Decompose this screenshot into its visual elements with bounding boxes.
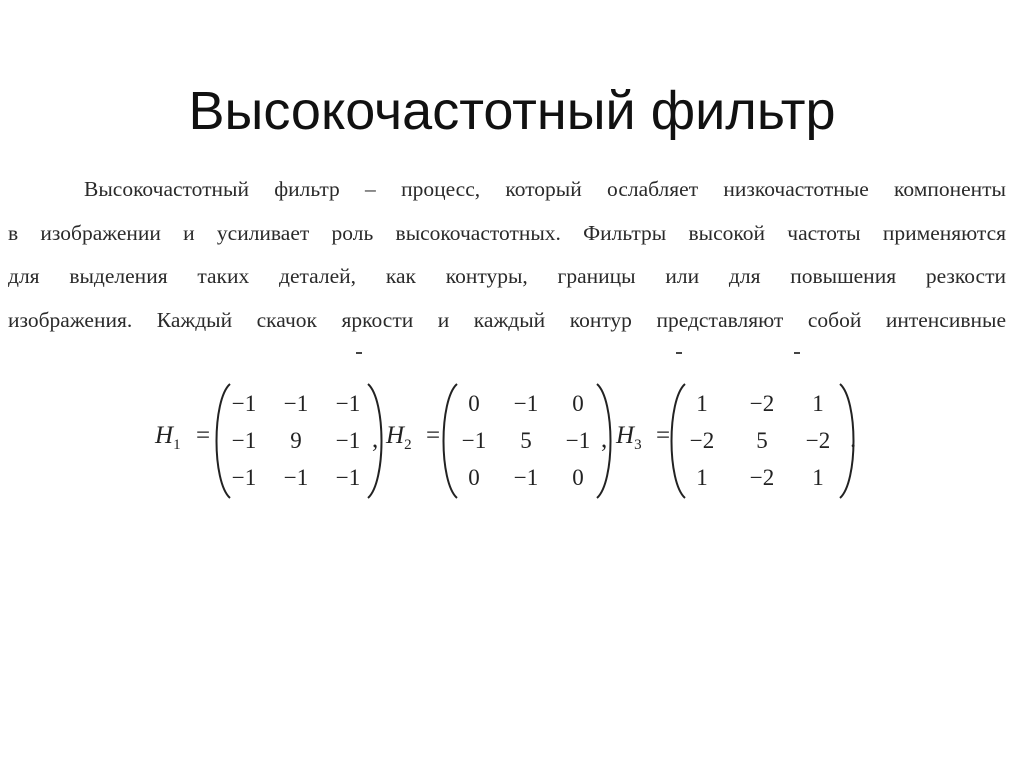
paragraph-line: изображения. Каждый скачок яркости и каждый контур представляют собой интенсивные xyxy=(8,307,1006,332)
paragraph-line: Высокочастотный фильтр – процесс, который ослабляет низкочастотные компоненты xyxy=(84,177,1006,201)
equals-sign: = xyxy=(656,422,671,449)
matrix-cell: 0 xyxy=(572,391,584,416)
paragraph-line: в изображении и усиливает роль высокочастотных. Фильтры высокой частоты применяются xyxy=(8,220,1006,245)
matrix-label-h1: $H_1$ xyxy=(155,422,181,453)
equals-sign: = xyxy=(426,422,441,449)
matrix-cell: 1 xyxy=(812,465,824,490)
matrix-cell: 1 xyxy=(812,391,824,416)
matrix-cell: 0 xyxy=(468,391,480,416)
matrix-cell: 9 xyxy=(290,428,302,453)
matrix-cell: −1 xyxy=(513,465,539,490)
matrix-cell: −2 xyxy=(689,428,715,453)
paragraph-line: для выделения таких деталей, как контуры, границы или для повышения резкости xyxy=(8,264,1006,288)
matrix-cell: −1 xyxy=(283,465,309,490)
matrix-cell: −2 xyxy=(749,391,775,416)
filter-matrices-formula xyxy=(150,380,890,502)
matrix-separator: . xyxy=(850,426,857,453)
matrix-cell: −2 xyxy=(805,428,831,453)
matrix-cell: −1 xyxy=(231,465,257,490)
matrix-cell: −1 xyxy=(335,465,361,490)
matrix-cell: 1 xyxy=(696,391,708,416)
text-fragment xyxy=(794,352,800,354)
matrix-cell: 1 xyxy=(696,465,708,490)
matrix-cell: −1 xyxy=(283,391,309,416)
matrix-cell: −1 xyxy=(335,428,361,453)
matrix-cell: −1 xyxy=(335,391,361,416)
matrix-cell: −1 xyxy=(461,428,487,453)
body-paragraph xyxy=(8,168,1006,342)
matrix-label-h3: $H_3$ xyxy=(616,422,642,453)
matrix-label-h2: $H_2$ xyxy=(386,422,412,453)
text-fragment xyxy=(356,352,362,354)
matrix-separator: , xyxy=(372,426,379,453)
matrix-cell: −1 xyxy=(231,391,257,416)
matrix-cell: 0 xyxy=(572,465,584,490)
matrix-cell: 5 xyxy=(520,428,532,453)
cropped-text-fragments xyxy=(0,352,1024,366)
matrix-cell: 0 xyxy=(468,465,480,490)
matrix-cell: −1 xyxy=(231,428,257,453)
matrix-separator: , xyxy=(601,426,608,453)
text-fragment xyxy=(676,352,682,354)
matrix-cell: −2 xyxy=(749,465,775,490)
matrix-cell: −1 xyxy=(565,428,591,453)
equals-sign: = xyxy=(196,422,211,449)
slide-title: Высокочастотный фильтр xyxy=(188,81,836,141)
matrix-cell: −1 xyxy=(513,391,539,416)
matrix-cell: 5 xyxy=(756,428,768,453)
